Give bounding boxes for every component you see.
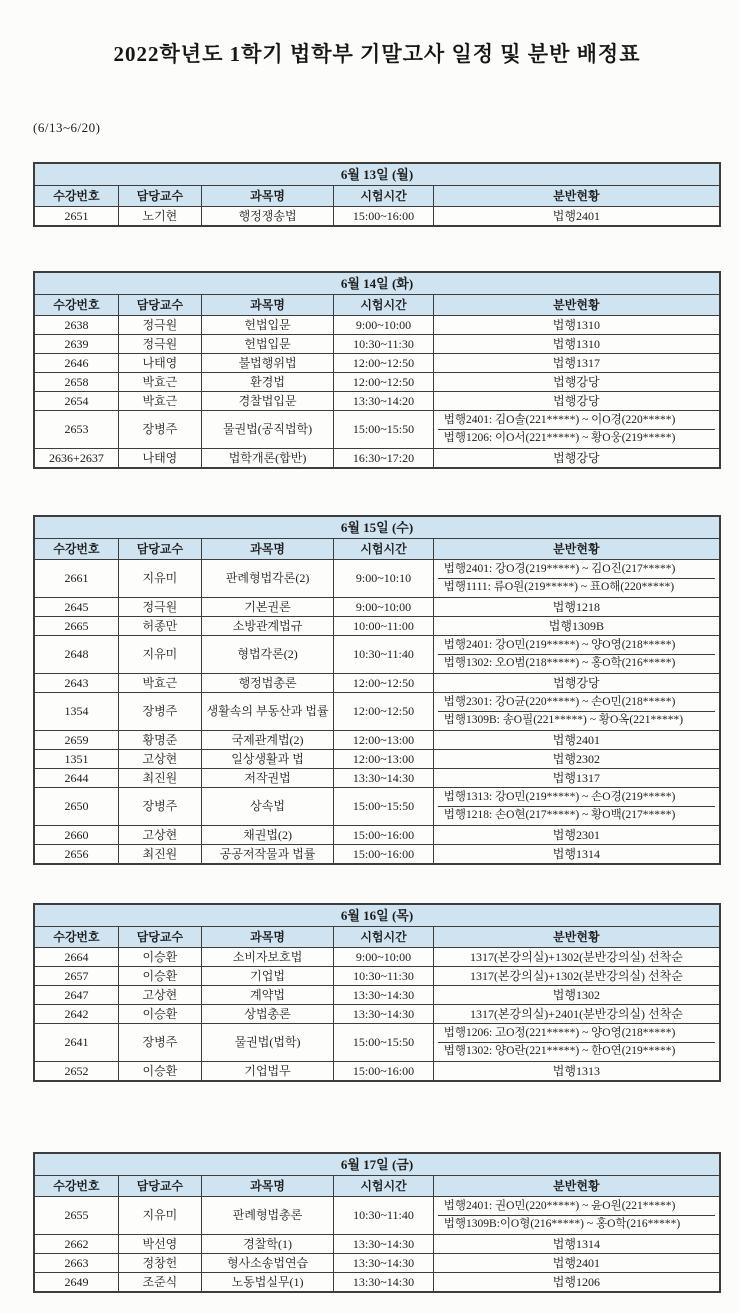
table-row xyxy=(34,354,720,373)
cell-professor: 고상현 xyxy=(118,826,201,845)
cell-exam-time: 10:00~11:00 xyxy=(334,617,433,636)
date-header-row xyxy=(34,163,720,186)
date-header: 6월 17일 (금) xyxy=(34,1153,720,1176)
assignment-line: 법행2401: 김O솔(221*****) ~ 이O경(220*****) xyxy=(443,414,676,426)
column-header-row xyxy=(34,927,720,948)
column-header: 수강번호 xyxy=(34,1176,118,1197)
column-header: 과목명 xyxy=(201,1176,333,1197)
cell-professor: 정극원 xyxy=(118,335,201,354)
cell-course-code: 2656 xyxy=(34,845,118,865)
cell-exam-time: 9:00~10:00 xyxy=(334,948,433,967)
table-row xyxy=(34,1197,720,1235)
cell-exam-time: 12:00~12:50 xyxy=(334,693,433,731)
column-header: 시험시간 xyxy=(334,295,433,316)
cell-subject: 헌법입문 xyxy=(201,316,333,335)
cell-course-code: 1354 xyxy=(34,693,118,731)
column-header: 시험시간 xyxy=(334,539,433,560)
cell-course-code: 2651 xyxy=(34,207,118,227)
cell-subject: 상속법 xyxy=(201,788,333,826)
cell-course-code: 2650 xyxy=(34,788,118,826)
date-header-row xyxy=(34,516,720,539)
table-row xyxy=(34,1062,720,1082)
column-header: 분반현황 xyxy=(433,186,720,207)
cell-assignment: 법행1218 xyxy=(433,598,720,617)
date-range-label: (6/13~6/20) xyxy=(33,120,101,135)
cell-exam-time: 13:30~14:30 xyxy=(334,1254,433,1273)
assignment-line: 법행1309B:이O형(216*****) ~ 홍O학(216*****) xyxy=(438,1215,715,1233)
cell-subject: 헌법입문 xyxy=(201,335,333,354)
assignment-line: 법행1111: 류O원(219*****) ~ 표O해(220*****) xyxy=(438,578,715,596)
cell-subject: 행정법총론 xyxy=(201,674,333,693)
cell-course-code: 2653 xyxy=(34,411,118,449)
assignment-line: 법행1218: 손O현(217*****) ~ 황O백(217*****) xyxy=(438,806,715,824)
cell-exam-time: 15:00~15:50 xyxy=(334,411,433,449)
cell-exam-time: 13:30~14:30 xyxy=(334,1005,433,1024)
cell-professor: 이승환 xyxy=(118,967,201,986)
table-row xyxy=(34,411,720,449)
cell-exam-time: 13:30~14:30 xyxy=(334,1273,433,1293)
table-row xyxy=(34,693,720,731)
cell-course-code: 1351 xyxy=(34,750,118,769)
cell-exam-time: 10:30~11:40 xyxy=(334,636,433,674)
cell-assignment: 법행2401 xyxy=(433,731,720,750)
cell-assignment: 1317(본강의실)+2401(분반강의실) 선착순 xyxy=(433,1005,720,1024)
cell-subject: 물권법(법학) xyxy=(201,1024,333,1062)
cell-assignment: 법행1314 xyxy=(433,845,720,865)
date-header-row xyxy=(34,1153,720,1176)
table-row xyxy=(34,1254,720,1273)
cell-assignment: 법행1317 xyxy=(433,769,720,788)
cell-course-code: 2648 xyxy=(34,636,118,674)
cell-course-code: 2660 xyxy=(34,826,118,845)
cell-assignment: 법행2401 xyxy=(433,207,720,227)
column-header: 담당교수 xyxy=(118,295,201,316)
cell-subject: 저작권법 xyxy=(201,769,333,788)
column-header: 시험시간 xyxy=(334,186,433,207)
cell-exam-time: 15:00~16:00 xyxy=(334,1062,433,1082)
cell-professor: 지유미 xyxy=(118,636,201,674)
page-title: 2022학년도 1학기 법학부 기말고사 일정 및 분반 배정표 xyxy=(113,42,641,66)
exam-table xyxy=(33,162,721,227)
table-row xyxy=(34,967,720,986)
cell-course-code: 2658 xyxy=(34,373,118,392)
cell-exam-time: 9:00~10:10 xyxy=(334,560,433,598)
cell-subject: 기업법무 xyxy=(201,1062,333,1082)
table-row xyxy=(34,986,720,1005)
date-header: 6월 13일 (월) xyxy=(34,163,720,186)
column-header: 담당교수 xyxy=(118,186,201,207)
column-header: 과목명 xyxy=(201,186,333,207)
cell-course-code: 2649 xyxy=(34,1273,118,1293)
date-header-row xyxy=(34,904,720,927)
table-row xyxy=(34,636,720,674)
column-header: 과목명 xyxy=(201,295,333,316)
table-row xyxy=(34,845,720,865)
cell-subject: 형법각론(2) xyxy=(201,636,333,674)
cell-course-code: 2644 xyxy=(34,769,118,788)
assignment-line: 법행1313: 강O민(219*****) ~ 손O경(219*****) xyxy=(443,791,676,803)
cell-exam-time: 10:30~11:30 xyxy=(334,335,433,354)
cell-professor: 나태영 xyxy=(118,354,201,373)
cell-assignment: 법행1309B xyxy=(433,617,720,636)
cell-assignment: 법행2301 xyxy=(433,826,720,845)
cell-exam-time: 9:00~10:00 xyxy=(334,598,433,617)
column-header: 수강번호 xyxy=(34,927,118,948)
table-row xyxy=(34,769,720,788)
cell-assignment: 법행1313 xyxy=(433,1062,720,1082)
cell-assignment: 법행1314 xyxy=(433,1235,720,1254)
cell-professor: 나태영 xyxy=(118,449,201,469)
assignment-line: 법행2301: 강O균(220*****) ~ 손O민(218*****) xyxy=(443,696,676,708)
cell-professor: 허종만 xyxy=(118,617,201,636)
assignment-line: 법행1206: 이O서(221*****) ~ 황O웅(219*****) xyxy=(438,429,715,447)
cell-assignment: 법행강당 xyxy=(433,674,720,693)
cell-subject: 소방관계법규 xyxy=(201,617,333,636)
cell-course-code: 2655 xyxy=(34,1197,118,1235)
cell-subject: 공공저작물과 법률 xyxy=(201,845,333,865)
cell-assignment xyxy=(433,411,720,449)
table-row xyxy=(34,1005,720,1024)
table-row xyxy=(34,316,720,335)
column-header: 수강번호 xyxy=(34,186,118,207)
cell-course-code: 2647 xyxy=(34,986,118,1005)
cell-professor: 박효근 xyxy=(118,674,201,693)
exam-table xyxy=(33,271,721,469)
cell-subject: 기업법 xyxy=(201,967,333,986)
cell-assignment: 법행강당 xyxy=(433,373,720,392)
table-row xyxy=(34,731,720,750)
cell-professor: 박선영 xyxy=(118,1235,201,1254)
assignment-line: 법행2401: 권O민(220*****) ~ 윤O원(221*****) xyxy=(443,1200,676,1212)
cell-subject: 생활속의 부동산과 법률 xyxy=(201,693,333,731)
cell-exam-time: 12:00~12:50 xyxy=(334,354,433,373)
cell-subject: 환경법 xyxy=(201,373,333,392)
cell-exam-time: 15:00~16:00 xyxy=(334,826,433,845)
cell-subject: 기본권론 xyxy=(201,598,333,617)
table-row xyxy=(34,948,720,967)
exam-table xyxy=(33,903,721,1082)
cell-exam-time: 13:30~14:30 xyxy=(334,769,433,788)
column-header-row xyxy=(34,186,720,207)
exam-table xyxy=(33,1152,721,1293)
cell-course-code: 2661 xyxy=(34,560,118,598)
cell-assignment: 법행1317 xyxy=(433,354,720,373)
column-header: 담당교수 xyxy=(118,927,201,948)
cell-course-code: 2646 xyxy=(34,354,118,373)
cell-exam-time: 16:30~17:20 xyxy=(334,449,433,469)
cell-course-code: 2664 xyxy=(34,948,118,967)
table-row xyxy=(34,617,720,636)
column-header-row xyxy=(34,295,720,316)
cell-assignment: 법행2401 xyxy=(433,1254,720,1273)
cell-professor: 지유미 xyxy=(118,1197,201,1235)
cell-exam-time: 15:00~16:00 xyxy=(334,207,433,227)
column-header: 수강번호 xyxy=(34,539,118,560)
column-header: 분반현황 xyxy=(433,295,720,316)
column-header: 시험시간 xyxy=(334,927,433,948)
cell-exam-time: 15:00~15:50 xyxy=(334,1024,433,1062)
column-header: 담당교수 xyxy=(118,1176,201,1197)
cell-subject: 국제관계법(2) xyxy=(201,731,333,750)
cell-assignment: 법행강당 xyxy=(433,449,720,469)
cell-professor: 조준식 xyxy=(118,1273,201,1293)
column-header-row xyxy=(34,539,720,560)
cell-course-code: 2652 xyxy=(34,1062,118,1082)
column-header-row xyxy=(34,1176,720,1197)
assignment-line: 법행1302: 오O범(218*****) ~ 홍O학(216*****) xyxy=(438,654,715,672)
column-header: 과목명 xyxy=(201,927,333,948)
cell-assignment: 법행2302 xyxy=(433,750,720,769)
cell-assignment xyxy=(433,788,720,826)
assignment-line: 법행2401: 강O경(219*****) ~ 김O진(217*****) xyxy=(443,563,676,575)
cell-exam-time: 15:00~15:50 xyxy=(334,788,433,826)
cell-subject: 노동법실무(1) xyxy=(201,1273,333,1293)
cell-subject: 계약법 xyxy=(201,986,333,1005)
cell-assignment: 법행1206 xyxy=(433,1273,720,1293)
table-row xyxy=(34,750,720,769)
cell-assignment xyxy=(433,1197,720,1235)
cell-course-code: 2654 xyxy=(34,392,118,411)
cell-assignment xyxy=(433,636,720,674)
cell-professor: 노기현 xyxy=(118,207,201,227)
cell-course-code: 2641 xyxy=(34,1024,118,1062)
assignment-line: 법행2401: 강O민(219*****) ~ 양O영(218*****) xyxy=(443,639,676,651)
cell-professor: 박효근 xyxy=(118,373,201,392)
cell-course-code: 2663 xyxy=(34,1254,118,1273)
cell-professor: 장병주 xyxy=(118,1024,201,1062)
column-header: 과목명 xyxy=(201,539,333,560)
cell-professor: 이승환 xyxy=(118,948,201,967)
date-header: 6월 14일 (화) xyxy=(34,272,720,295)
cell-assignment xyxy=(433,560,720,598)
column-header: 분반현황 xyxy=(433,539,720,560)
table-row xyxy=(34,207,720,227)
table-row xyxy=(34,1235,720,1254)
exam-day-section xyxy=(33,903,721,1082)
cell-subject: 경찰법입문 xyxy=(201,392,333,411)
cell-course-code: 2659 xyxy=(34,731,118,750)
assignment-line: 법행1302: 양O란(221*****) ~ 한O연(219*****) xyxy=(438,1042,715,1060)
table-row xyxy=(34,560,720,598)
cell-course-code: 2665 xyxy=(34,617,118,636)
cell-professor: 장병주 xyxy=(118,788,201,826)
cell-professor: 장병주 xyxy=(118,411,201,449)
table-row xyxy=(34,788,720,826)
cell-course-code: 2639 xyxy=(34,335,118,354)
cell-assignment: 법행강당 xyxy=(433,392,720,411)
cell-professor: 고상현 xyxy=(118,750,201,769)
cell-professor: 박효근 xyxy=(118,392,201,411)
cell-professor: 최진원 xyxy=(118,845,201,865)
cell-professor: 정극원 xyxy=(118,316,201,335)
table-row xyxy=(34,674,720,693)
cell-exam-time: 13:30~14:20 xyxy=(334,392,433,411)
table-row xyxy=(34,373,720,392)
cell-course-code: 2657 xyxy=(34,967,118,986)
cell-subject: 상법총론 xyxy=(201,1005,333,1024)
cell-exam-time: 13:30~14:30 xyxy=(334,986,433,1005)
exam-day-section xyxy=(33,1152,721,1293)
cell-subject: 형사소송법연습 xyxy=(201,1254,333,1273)
cell-professor: 이승환 xyxy=(118,1062,201,1082)
date-header-row xyxy=(34,272,720,295)
table-row xyxy=(34,335,720,354)
cell-exam-time: 10:30~11:40 xyxy=(334,1197,433,1235)
exam-day-section xyxy=(33,271,721,469)
column-header: 시험시간 xyxy=(334,1176,433,1197)
cell-subject: 행정쟁송법 xyxy=(201,207,333,227)
cell-professor: 최진원 xyxy=(118,769,201,788)
exam-day-section xyxy=(33,162,721,227)
cell-subject: 판례형법총론 xyxy=(201,1197,333,1235)
cell-professor: 지유미 xyxy=(118,560,201,598)
table-row xyxy=(34,392,720,411)
cell-subject: 경찰학(1) xyxy=(201,1235,333,1254)
cell-exam-time: 12:00~12:50 xyxy=(334,373,433,392)
cell-exam-time: 15:00~16:00 xyxy=(334,845,433,865)
cell-assignment: 법행1302 xyxy=(433,986,720,1005)
table-row xyxy=(34,449,720,469)
cell-subject: 판례형법각론(2) xyxy=(201,560,333,598)
table-row xyxy=(34,1024,720,1062)
cell-professor: 이승환 xyxy=(118,1005,201,1024)
cell-course-code: 2636+2637 xyxy=(34,449,118,469)
cell-subject: 소비자보호법 xyxy=(201,948,333,967)
cell-subject: 물권법(공직법학) xyxy=(201,411,333,449)
cell-professor: 장병주 xyxy=(118,693,201,731)
cell-course-code: 2638 xyxy=(34,316,118,335)
column-header: 분반현황 xyxy=(433,1176,720,1197)
assignment-line: 법행1309B: 송O필(221*****) ~ 황O옥(221*****) xyxy=(438,711,715,729)
cell-professor: 정창헌 xyxy=(118,1254,201,1273)
column-header: 분반현황 xyxy=(433,927,720,948)
cell-assignment: 법행1310 xyxy=(433,335,720,354)
cell-assignment: 법행1310 xyxy=(433,316,720,335)
table-row xyxy=(34,598,720,617)
cell-assignment xyxy=(433,693,720,731)
cell-professor: 정극원 xyxy=(118,598,201,617)
cell-exam-time: 12:00~13:00 xyxy=(334,750,433,769)
cell-professor: 황명준 xyxy=(118,731,201,750)
cell-assignment xyxy=(433,1024,720,1062)
assignment-line: 법행1206: 고O정(221*****) ~ 양O영(218*****) xyxy=(443,1027,676,1039)
exam-day-section xyxy=(33,515,721,865)
column-header: 담당교수 xyxy=(118,539,201,560)
date-header: 6월 15일 (수) xyxy=(34,516,720,539)
cell-exam-time: 9:00~10:00 xyxy=(334,316,433,335)
table-row xyxy=(34,826,720,845)
cell-assignment: 1317(본강의실)+1302(분반강의실) 선착순 xyxy=(433,948,720,967)
column-header: 수강번호 xyxy=(34,295,118,316)
cell-subject: 불법행위법 xyxy=(201,354,333,373)
cell-course-code: 2662 xyxy=(34,1235,118,1254)
cell-exam-time: 12:00~13:00 xyxy=(334,731,433,750)
exam-tables xyxy=(33,162,721,1293)
cell-subject: 법학개론(합반) xyxy=(201,449,333,469)
table-row xyxy=(34,1273,720,1293)
exam-table xyxy=(33,515,721,865)
cell-subject: 채권법(2) xyxy=(201,826,333,845)
cell-exam-time: 13:30~14:30 xyxy=(334,1235,433,1254)
cell-course-code: 2645 xyxy=(34,598,118,617)
date-header: 6월 16일 (목) xyxy=(34,904,720,927)
cell-course-code: 2643 xyxy=(34,674,118,693)
cell-subject: 일상생활과 법 xyxy=(201,750,333,769)
cell-course-code: 2642 xyxy=(34,1005,118,1024)
cell-exam-time: 12:00~12:50 xyxy=(334,674,433,693)
cell-assignment: 1317(본강의실)+1302(분반강의실) 선착순 xyxy=(433,967,720,986)
cell-exam-time: 10:30~11:30 xyxy=(334,967,433,986)
cell-professor: 고상현 xyxy=(118,986,201,1005)
